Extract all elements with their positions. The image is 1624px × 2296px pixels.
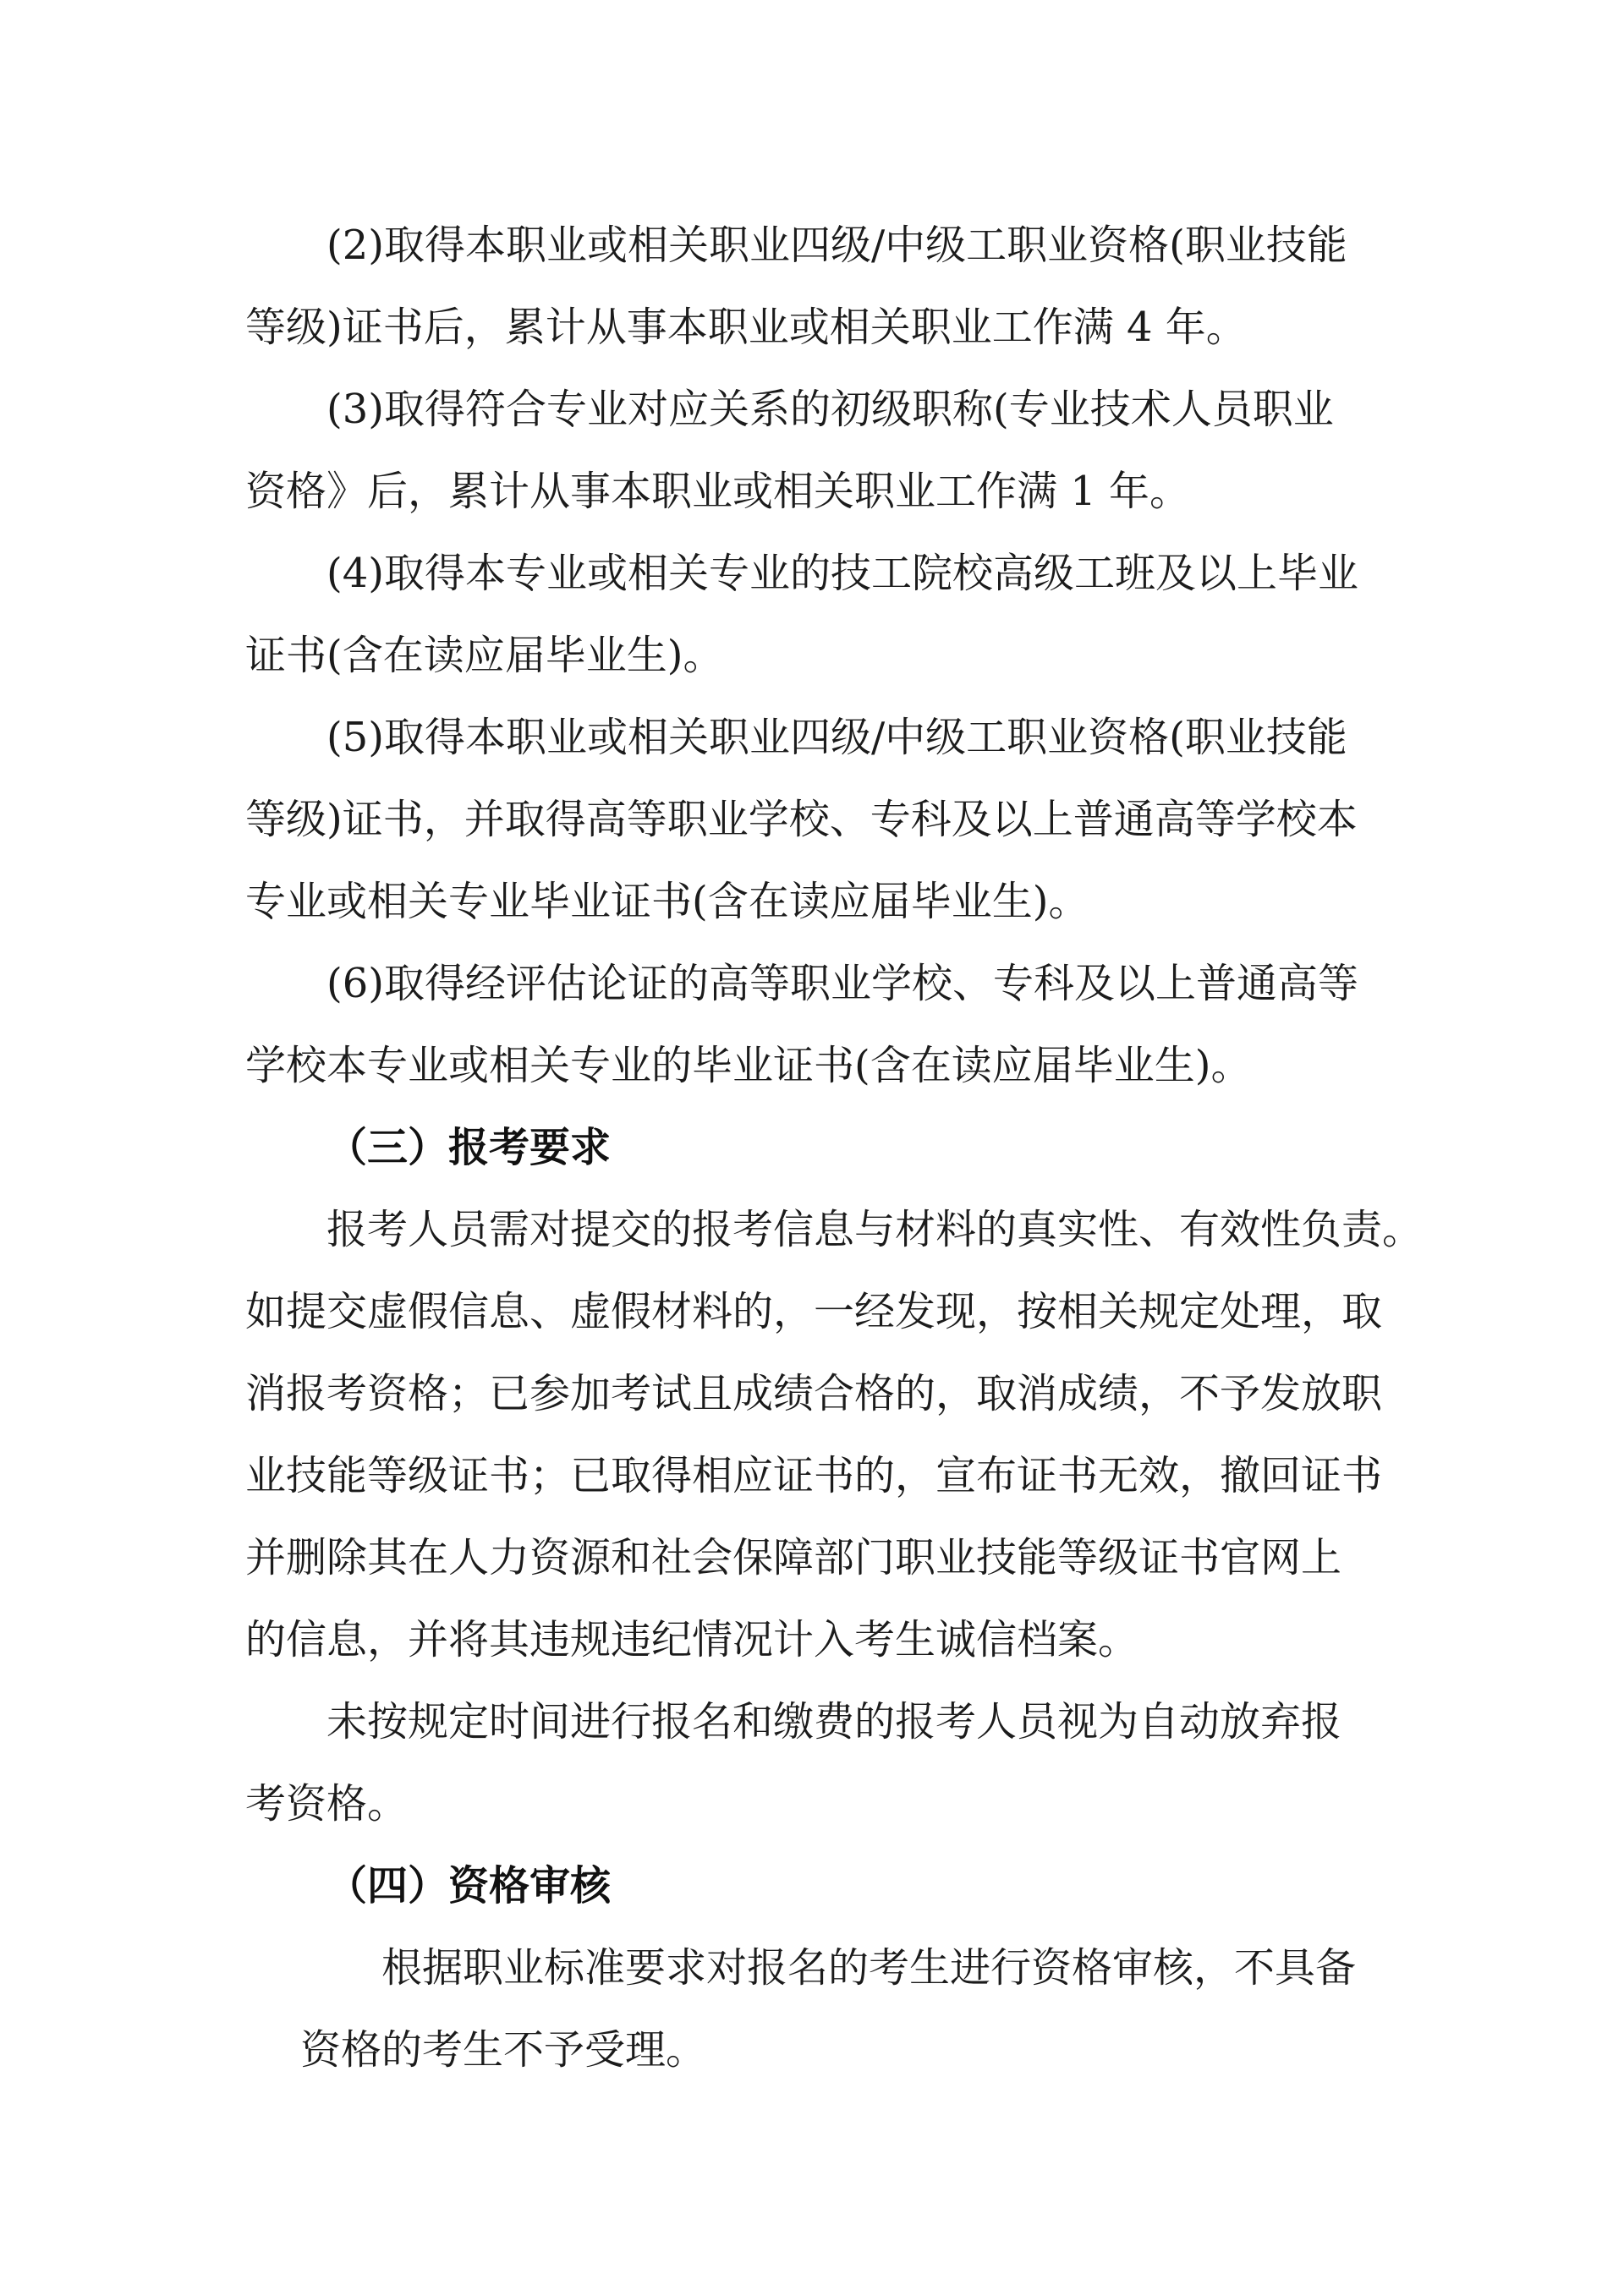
- doc-line-19: 未按规定时间进行报名和缴费的报考人员视为自动放弃报: [326, 1698, 1342, 1745]
- doc-line-22: 根据职业标准要求对报名的考生进行资格审核，不具备: [381, 1944, 1357, 1992]
- document-text-block: [245, 205, 1424, 2091]
- section-heading-3: （三）报考要求: [326, 1124, 612, 1171]
- doc-line-6: 证书(含在读应届毕业生)。: [245, 632, 724, 679]
- doc-line-5: (4)取得本专业或相关专业的技工院校高级工班及以上毕业: [326, 550, 1358, 597]
- doc-line-17: 并删除其在人力资源和社会保障部门职业技能等级证书官网上: [245, 1534, 1342, 1581]
- doc-line-9: 专业或相关专业毕业证书(含在读应届毕业生)。: [245, 878, 1089, 925]
- doc-line-13: 报考人员需对提交的报考信息与材料的真实性、有效性负责。: [326, 1206, 1424, 1253]
- doc-line-2: 等级)证书后，累计从事本职业或相关职业工作满 4 年。: [245, 304, 1247, 351]
- doc-line-1: (2)取得本职业或相关职业四级/中级工职业资格(职业技能: [326, 222, 1347, 269]
- doc-line-8: 等级)证书，并取得高等职业学校、专科及以上普通高等学校本: [245, 796, 1358, 843]
- doc-line-7: (5)取得本职业或相关职业四级/中级工职业资格(职业技能: [326, 714, 1347, 761]
- doc-line-20: 考资格。: [245, 1780, 409, 1827]
- doc-line-14: 如提交虚假信息、虚假材料的，一经发现，按相关规定处理，取: [245, 1288, 1383, 1335]
- doc-line-11: 学校本专业或相关专业的毕业证书(含在读应届毕业生)。: [245, 1042, 1252, 1089]
- section-heading-4: （四）资格审核: [326, 1862, 612, 1910]
- doc-line-15: 消报考资格；已参加考试且成绩合格的，取消成绩，不予发放职: [245, 1370, 1383, 1417]
- doc-line-18: 的信息，并将其违规违纪情况计入考生诚信档案。: [245, 1616, 1139, 1663]
- doc-line-16: 业技能等级证书；已取得相应证书的，宣布证书无效，撤回证书: [245, 1452, 1383, 1499]
- doc-line-4: 资格》后，累计从事本职业或相关职业工作满 1 年。: [245, 468, 1191, 515]
- doc-line-3: (3)取得符合专业对应关系的初级职称(专业技术人员职业: [326, 386, 1334, 433]
- doc-line-23: 资格的考生不予受理。: [300, 2026, 707, 2074]
- doc-line-10: (6)取得经评估论证的高等职业学校、专科及以上普通高等: [326, 960, 1358, 1007]
